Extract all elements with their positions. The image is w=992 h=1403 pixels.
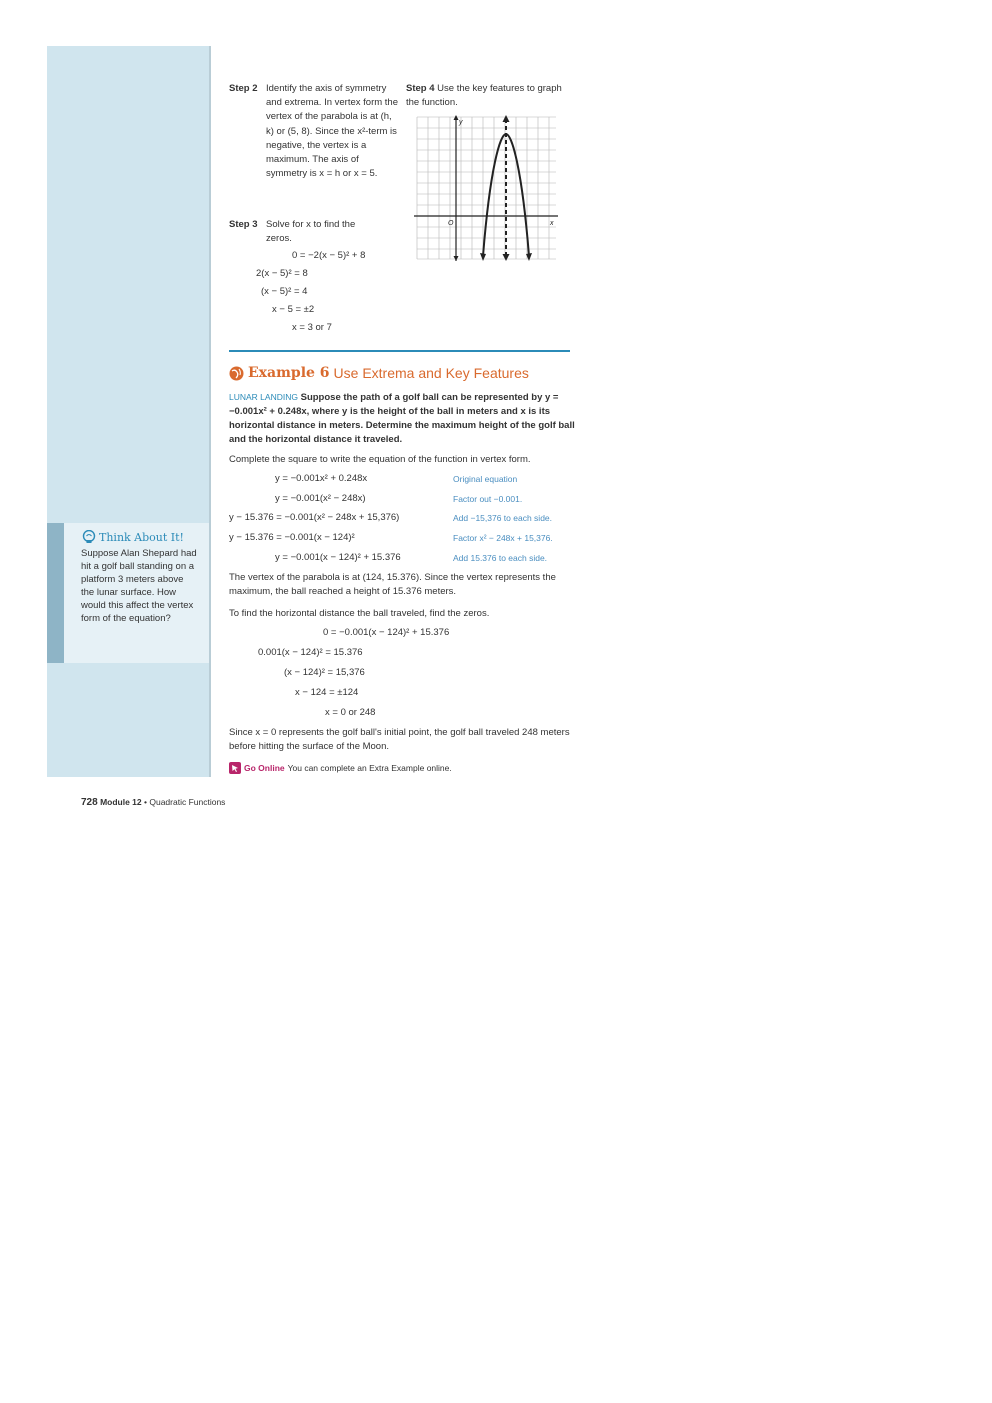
y-axis-arrow-down	[454, 256, 459, 261]
think-about-it-accent-bar	[47, 523, 64, 663]
module-label: Module 12	[100, 797, 142, 807]
vertex-step-3-note: Add −15,376 to each side.	[453, 513, 553, 523]
section-divider	[229, 350, 570, 352]
step-4-label: Step 4	[406, 83, 435, 94]
example-heading	[229, 365, 529, 381]
step-3-eq-2: 2(x − 5)² = 8	[256, 268, 308, 279]
vertex-step-1-note: Original equation	[453, 474, 518, 484]
zero-step-5: x = 0 or 248	[325, 707, 376, 718]
instruction-text: Complete the square to write the equation of the function in vertex form.	[229, 454, 531, 465]
module-topic: Quadratic Functions	[149, 797, 226, 807]
globe-icon	[229, 366, 244, 381]
page-footer	[81, 797, 225, 808]
step-3-eq-3: (x − 5)² = 4	[261, 286, 308, 297]
problem-text: Suppose the path of a golf ball can be represented by y = −0.001x² + 0.248x, where y is the height of the ball in meters and x is its horizontal distance in meters. Determine the maximum height of the golf ball and the horizontal distance it traveled.	[229, 392, 575, 445]
page-number: 728	[81, 797, 98, 808]
vertex-step-2-eq: y = −0.001(x² − 248x)	[275, 493, 366, 504]
step-3-eq-5: x = 3 or 7	[292, 322, 332, 333]
go-online-label[interactable]: Go Online	[244, 763, 285, 773]
conclusion-text: Since x = 0 represents the golf ball's initial point, the golf ball traveled 248 meters before hitting the surface of the Moon.	[229, 727, 570, 752]
vertex-paragraph: The vertex of the parabola is at (124, 15.376). Since the vertex represents the maximum, the ball reached a height of 15.376 meters.	[229, 572, 556, 597]
vertex-step-4-eq: y − 15.376 = −0.001(x − 124)²	[229, 532, 355, 543]
think-title-text: Think About It!	[99, 530, 184, 544]
parabola-arrow-left	[480, 253, 486, 261]
vertex-step-5-note: Add 15.376 to each side.	[453, 553, 548, 563]
step-2-text: Identify the axis of symmetry and extrema. In vertex form the vertex of the parabola is at (h, k) or (5, 8). Since the x²-term is negative, the vertex is a maximum. The axis of symmetry is x = h or x = 5.	[266, 83, 399, 180]
y-axis-label: y	[459, 119, 463, 126]
vertex-step-2-note: Factor out −0.001.	[453, 494, 523, 504]
example-number: Example 6	[248, 365, 330, 381]
step-3-eq-1: 0 = −2(x − 5)² + 8	[292, 250, 366, 261]
origin-label: O	[448, 220, 454, 227]
go-online-link[interactable]	[229, 762, 452, 774]
step-3-eq-4: x − 5 = ±2	[272, 304, 315, 315]
footer-separator: •	[144, 797, 147, 807]
vertex-step-4-note: Factor x² − 248x + 15,376.	[453, 533, 553, 543]
zero-step-2: 0.001(x − 124)² = 15.376	[258, 647, 363, 658]
cursor-click-icon	[229, 762, 241, 774]
vertex-step-5-eq: y = −0.001(x − 124)² + 15.376	[275, 552, 401, 563]
example-title: Use Extrema and Key Features	[333, 365, 529, 381]
symmetry-arrow-down	[503, 254, 510, 261]
left-margin-panel	[47, 46, 209, 777]
zeros-intro: To find the horizontal distance the ball traveled, find the zeros.	[229, 608, 490, 619]
zero-step-1: 0 = −0.001(x − 124)² + 15.376	[323, 627, 450, 638]
zero-step-4: x − 124 = ±124	[295, 687, 359, 698]
vertex-step-1-eq: y = −0.001x² + 0.248x	[275, 473, 368, 484]
go-online-text: You can complete an Extra Example online.	[287, 763, 452, 773]
graph-grid	[417, 117, 556, 259]
parabola-graph	[414, 114, 560, 262]
step-3-text: Solve for x to find the zeros.	[266, 219, 356, 245]
think-about-it-title	[82, 530, 184, 544]
step-3	[229, 218, 258, 232]
x-axis-label: x	[550, 220, 554, 227]
y-axis-arrow-up	[454, 115, 459, 120]
example-problem	[229, 390, 579, 447]
margin-divider	[209, 46, 211, 777]
step-4	[406, 82, 566, 110]
vertex-step-3-eq: y − 15.376 = −0.001(x² − 248x + 15,376)	[229, 512, 400, 523]
symmetry-arrow-up	[503, 115, 510, 122]
zero-step-3: (x − 124)² = 15,376	[284, 667, 365, 678]
lunar-landing-label: LUNAR LANDING	[229, 392, 298, 402]
lightbulb-head-icon	[82, 530, 96, 544]
step-4-text: Use the key features to graph the function.	[406, 83, 562, 109]
step-3-label: Step 3	[229, 219, 258, 230]
think-about-it-text: Suppose Alan Shepard had hit a golf ball standing on a platform 3 meters above the lunar surface. How would this affect the vertex form of the equation?	[81, 548, 197, 624]
step-2-label: Step 2	[229, 83, 258, 94]
